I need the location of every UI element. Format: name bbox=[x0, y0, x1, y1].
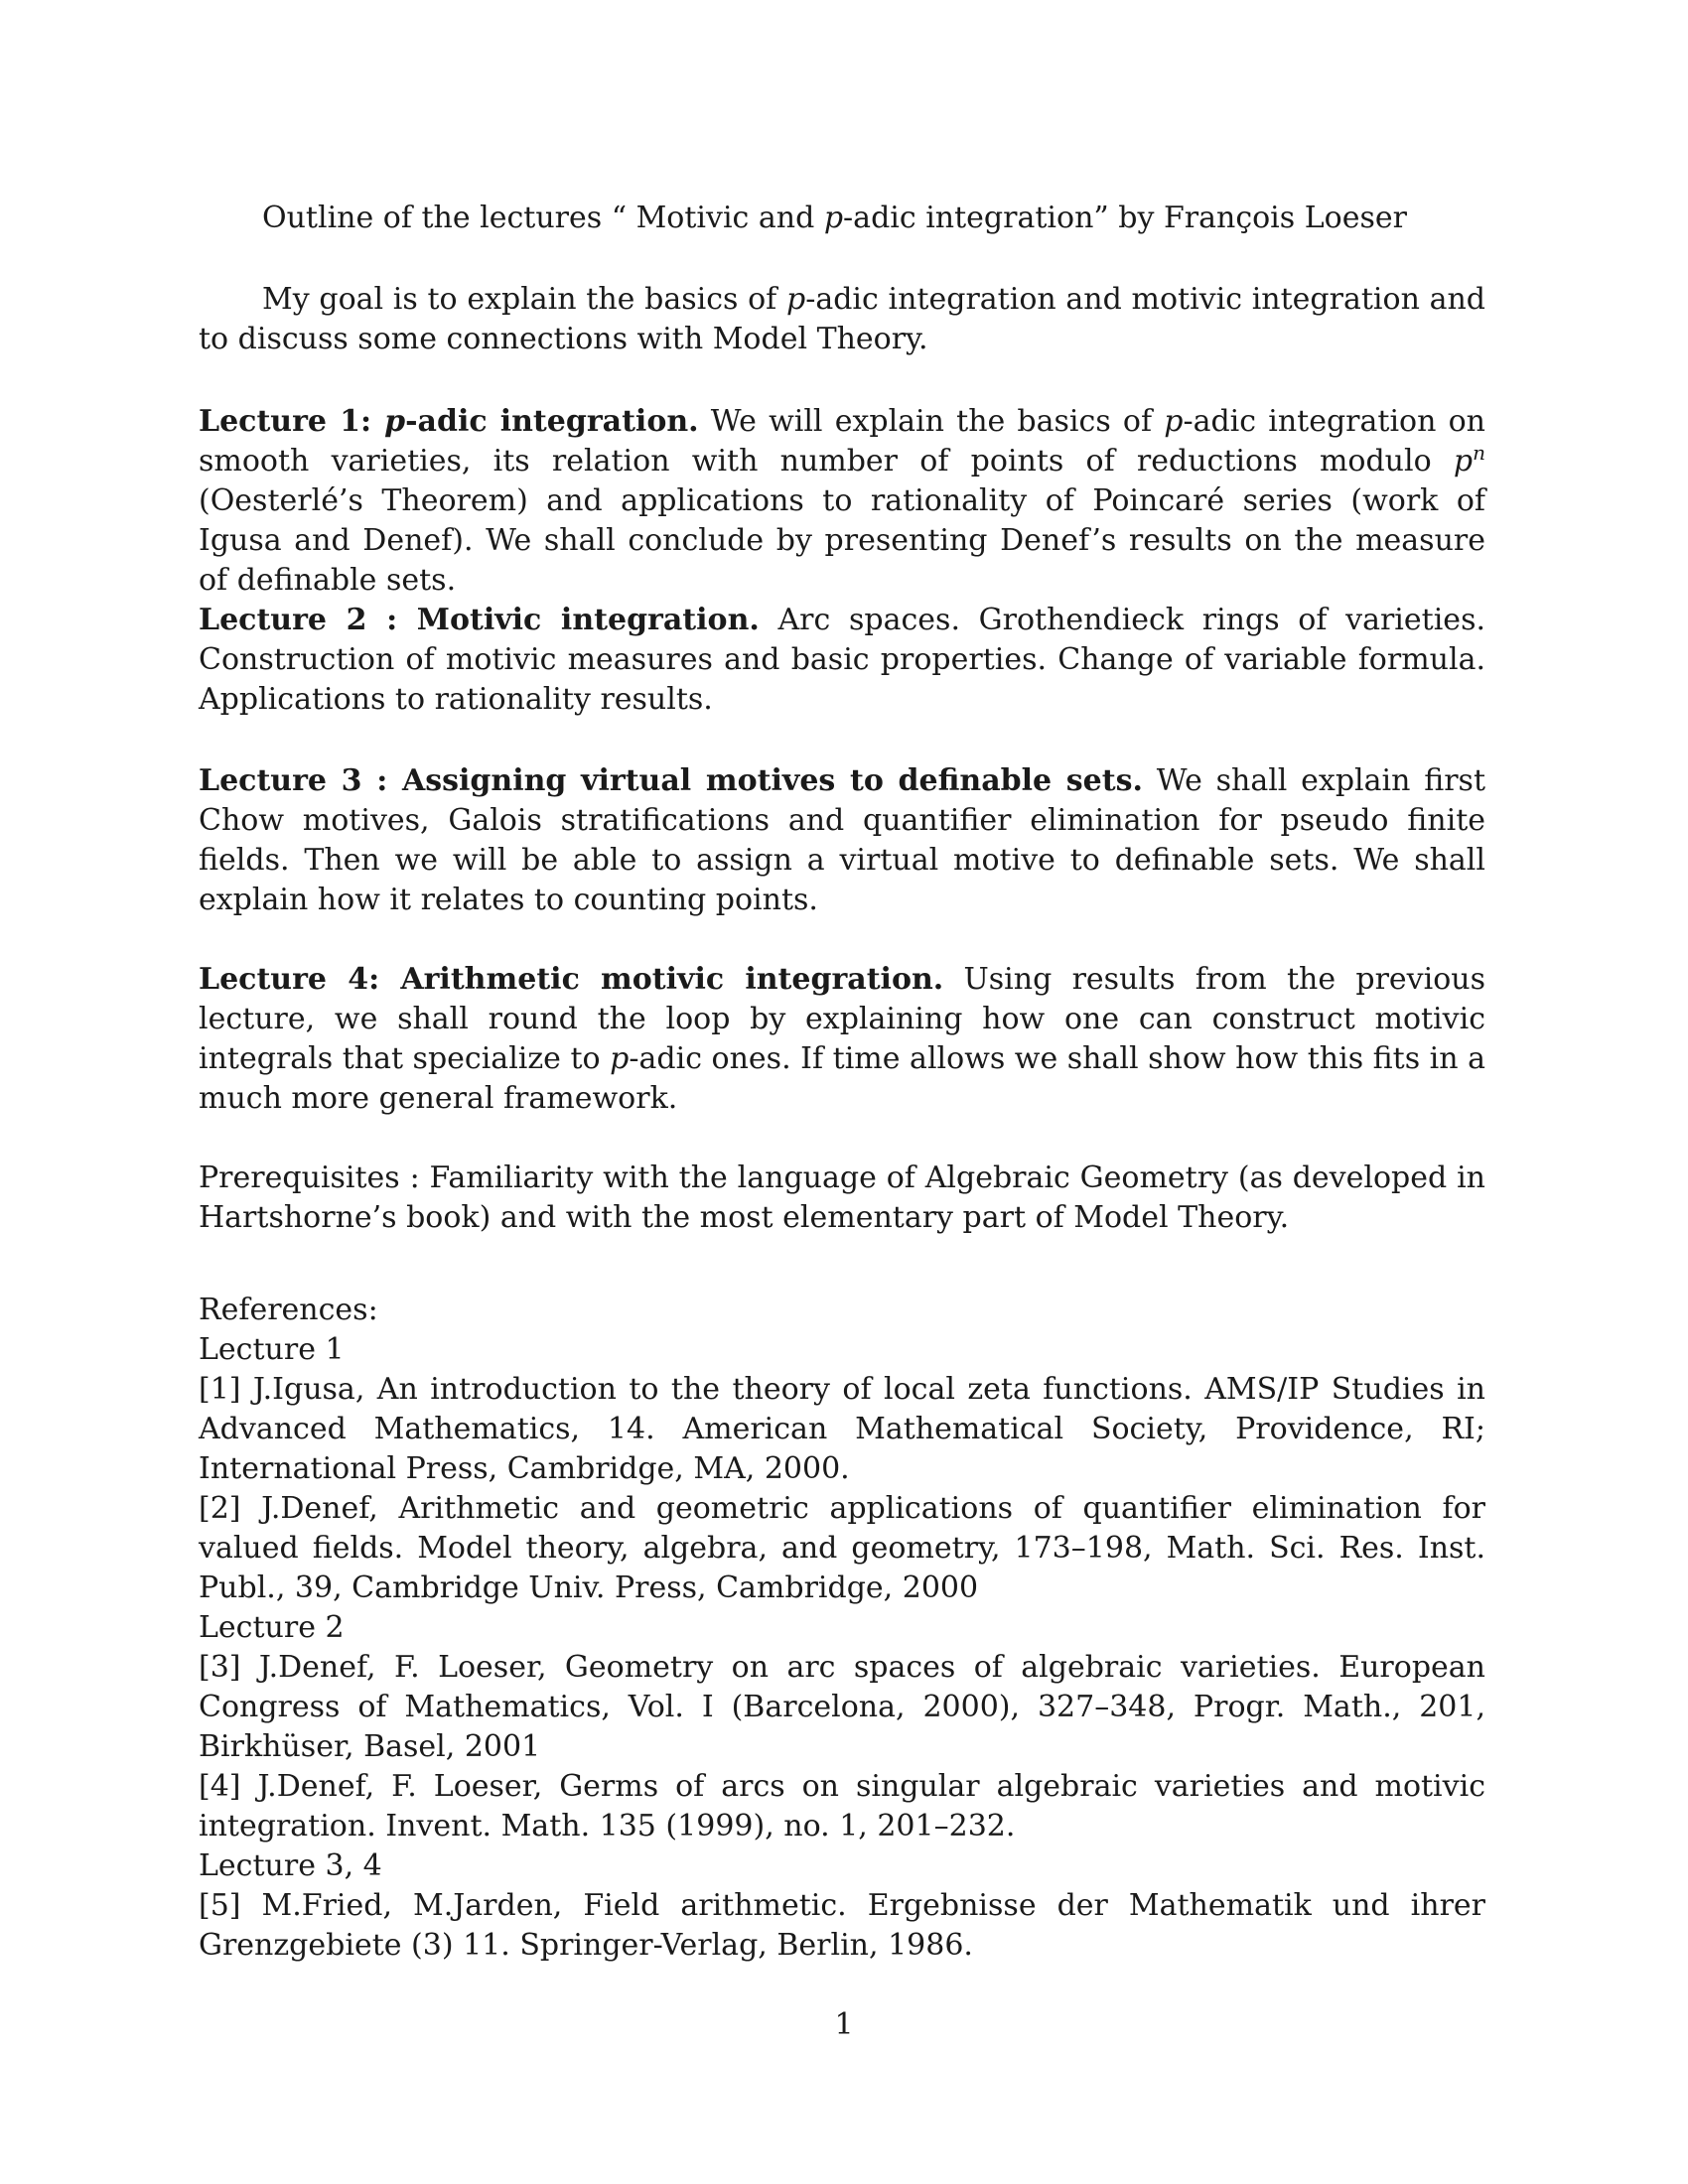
lecture-2-paragraph: Lecture 2 : Motivic integration. Arc spaces. Grothendieck rings of varieties. Construction of motivic measures and basic properties. Change of variable formula. Applications to rationality results. bbox=[199, 603, 1485, 717]
reference-item: [5] M.Fried, M.Jarden, Field arithmetic. Ergebnisse der Mathematik und ihrer Grenzgebiete (3) 11. Springer-Verlag, Berlin, 1986. bbox=[199, 1888, 1485, 1963]
title-text-start: Outline of the lectures “ Motivic and bbox=[262, 201, 824, 235]
lecture-3-paragraph: Lecture 3 : Assigning virtual motives to definable sets. We shall explain first Chow motives, Galois stratifications and quantifier elimination for pseudo finite fields. Then we will be able to assign a virtual motive to definable sets. We shall explain how it relates to counting points. bbox=[199, 763, 1486, 917]
ref-group-label: Lecture 3, 4 bbox=[199, 1848, 382, 1883]
references-section bbox=[199, 1291, 1485, 1966]
lecture-4-paragraph: Lecture 4: Arithmetic motivic integration. Using results from the previous lecture, we shall round the loop by explaining how one can construct motivic integrals that specialize to p-adic ones. If time allows we shall show how this fits in a much more general framework. bbox=[199, 962, 1485, 1116]
reference-item: [4] J.Denef, F. Loeser, Germs of arcs on singular algebraic varieties and motivic integration. Invent. Math. 135 (1999), no. 1, 201–232. bbox=[199, 1769, 1485, 1843]
lecture-1-paragraph: Lecture 1: p-adic integration. We will explain the basics of p-adic integration on smooth varieties, its relation with number of points of reductions modulo $p^n$ (Oesterlé’s Theorem) and applications to rationality of Poincaré series (work of Igusa and Denef). We shall conclude by presenting Denef’s results on the measure of definable sets. bbox=[199, 404, 1485, 598]
lecture-3-heading: Lecture 3 : Assigning virtual motives to definable sets. bbox=[199, 763, 1143, 798]
title-text-end: -adic integration” by François Loeser bbox=[843, 201, 1407, 235]
ref-group-label: Lecture 1 bbox=[199, 1332, 345, 1367]
lecture-4-heading: Lecture 4: Arithmetic motivic integration. bbox=[199, 962, 944, 997]
intro-paragraph: My goal is to explain the basics of p-adic integration and motivic integration and to discuss some connections with Model Theory. bbox=[199, 282, 1486, 356]
reference-item: [1] J.Igusa, An introduction to the theory of local zeta functions. AMS/IP Studies in Advanced Mathematics, 14. American Mathematical Society, Providence, RI; International Press, Cambridge, MA, 2000. bbox=[199, 1372, 1485, 1486]
document-title bbox=[262, 199, 1493, 238]
prerequisites-paragraph: Prerequisites : Familiarity with the language of Algebraic Geometry (as developed in Hartshorne’s book) and with the most elementary part of Model Theory. bbox=[199, 1160, 1485, 1235]
page-number: 1 bbox=[834, 2007, 854, 2042]
reference-item: [2] J.Denef, Arithmetic and geometric applications of quantifier elimination for valued fields. Model theory, algebra, and geometry, 173–198, Math. Sci. Res. Inst. Publ., 39, Cambridge Univ. Press, Cambridge, 2000 bbox=[199, 1491, 1485, 1605]
lecture-1-heading: Lecture 1: p-adic integration. bbox=[199, 404, 699, 439]
title-math-p: p bbox=[823, 201, 844, 235]
ref-group-label: Lecture 2 bbox=[199, 1610, 345, 1645]
references-heading: References: bbox=[199, 1293, 378, 1327]
reference-item: [3] J.Denef, F. Loeser, Geometry on arc spaces of algebraic varieties. European Congress of Mathematics, Vol. I (Barcelona, 2000), 327–348, Progr. Math., 201, Birkhüser, Basel, 2001 bbox=[199, 1650, 1485, 1764]
lecture-2-heading: Lecture 2 : Motivic integration. bbox=[199, 603, 760, 637]
